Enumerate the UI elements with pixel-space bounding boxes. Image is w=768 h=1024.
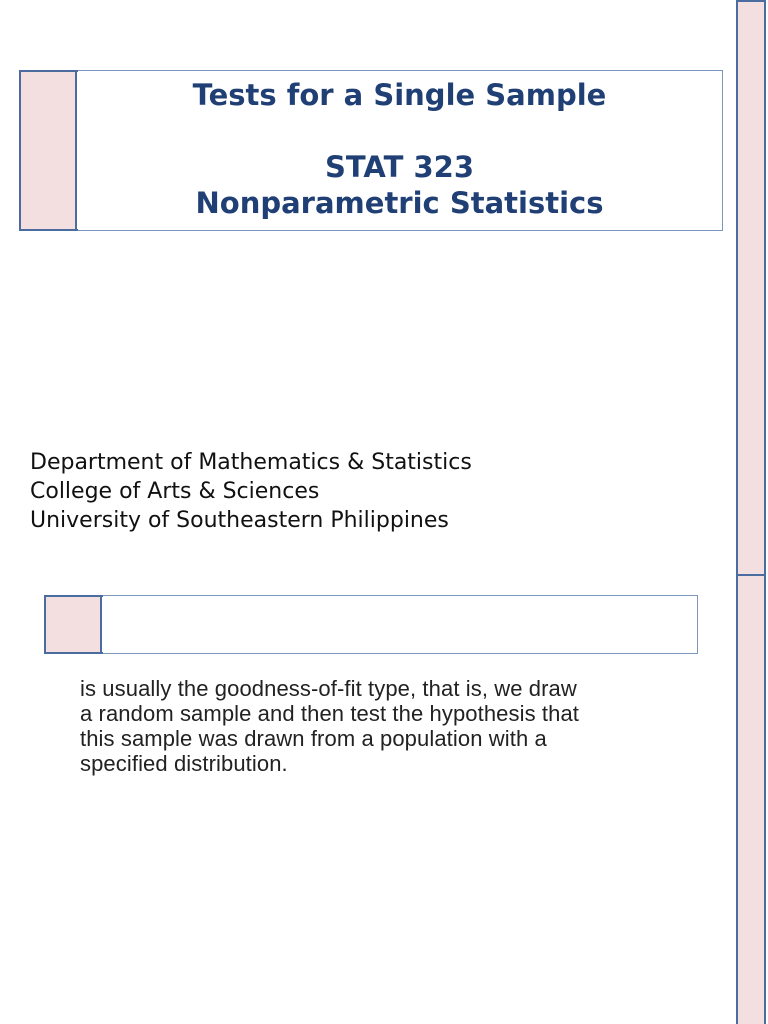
course-code: STAT 323 bbox=[324, 150, 475, 184]
title-accent-bar bbox=[20, 71, 77, 230]
title-box bbox=[19, 70, 723, 231]
body-paragraph bbox=[80, 676, 694, 776]
body-line: a random sample and then test the hypothesis that bbox=[80, 701, 579, 726]
title-spacer bbox=[77, 113, 722, 149]
body-line: is usually the goodness-of-fit type, that is, we draw bbox=[80, 676, 577, 701]
slide-edge-decoration-top bbox=[736, 0, 766, 575]
slide-edge-decoration-bottom bbox=[736, 575, 766, 1024]
section-accent-bar bbox=[45, 596, 102, 653]
university-name: University of Southeastern Philippines bbox=[30, 508, 449, 533]
body-line: specified distribution. bbox=[80, 751, 288, 776]
department-block bbox=[30, 448, 472, 535]
body-line: this sample was drawn from a population with a bbox=[80, 726, 547, 751]
title-text bbox=[77, 77, 722, 221]
section-header-box bbox=[44, 595, 698, 654]
college-name: College of Arts & Sciences bbox=[30, 479, 320, 504]
title-line: Tests for a Single Sample bbox=[192, 78, 607, 112]
department-name: Department of Mathematics & Statistics bbox=[30, 450, 472, 475]
course-name: Nonparametric Statistics bbox=[195, 186, 604, 220]
